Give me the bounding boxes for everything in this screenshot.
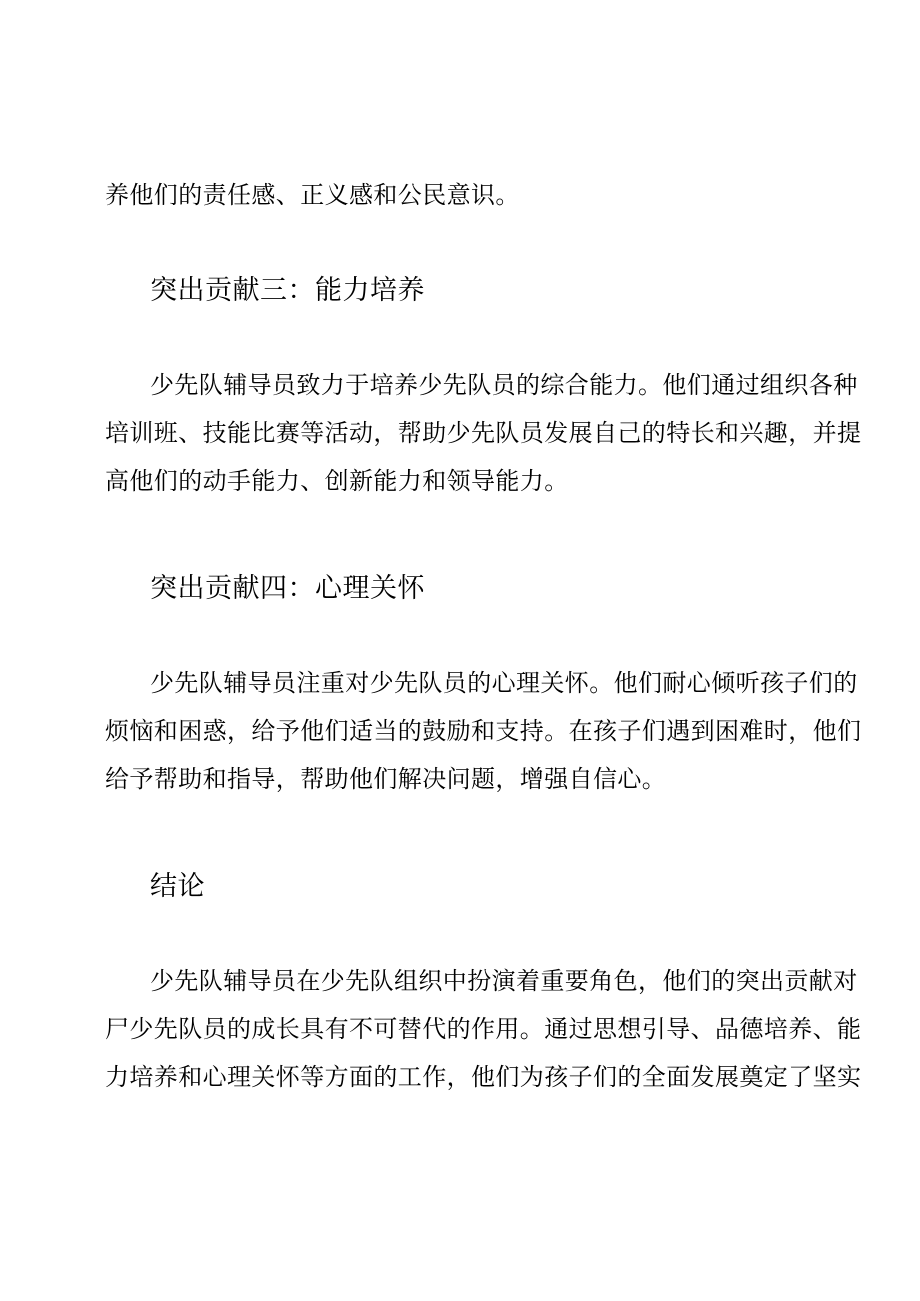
section-heading-conclusion: 结论 bbox=[150, 871, 205, 902]
paragraph-line: 培训班、技能比赛等活动，帮助少先队员发展自己的特长和兴趣，并提 bbox=[105, 419, 862, 447]
paragraph-line: 少先队辅导员致力于培养少先队员的综合能力。他们通过组织各种 bbox=[150, 371, 858, 399]
paragraph-line: 少先队辅导员在少先队组织中扮演着重要角色，他们的突出贡献对 bbox=[150, 967, 858, 995]
paragraph-line: 尸少先队员的成长具有不可替代的作用。通过思想引导、品德培养、能 bbox=[105, 1015, 862, 1043]
paragraph-fragment: 养他们的责任感、正义感和公民意识。 bbox=[105, 181, 520, 209]
paragraph-line: 少先队辅导员注重对少先队员的心理关怀。他们耐心倾听孩子们的 bbox=[150, 669, 858, 697]
paragraph-line: 力培养和心理关怀等方面的工作，他们为孩子们的全面发展奠定了坚实 bbox=[105, 1063, 862, 1091]
paragraph-line: 高他们的动手能力、创新能力和领导能力。 bbox=[105, 467, 569, 495]
section-heading-psychology: 突出贡献四：心理关怀 bbox=[150, 573, 425, 604]
paragraph-line: 烦恼和困惑，给予他们适当的鼓励和支持。在孩子们遇到困难时，他们 bbox=[105, 717, 862, 745]
paragraph-line: 给予帮助和指导，帮助他们解决问题，增强自信心。 bbox=[105, 765, 667, 793]
section-heading-ability: 突出贡献三：能力培养 bbox=[150, 275, 425, 306]
